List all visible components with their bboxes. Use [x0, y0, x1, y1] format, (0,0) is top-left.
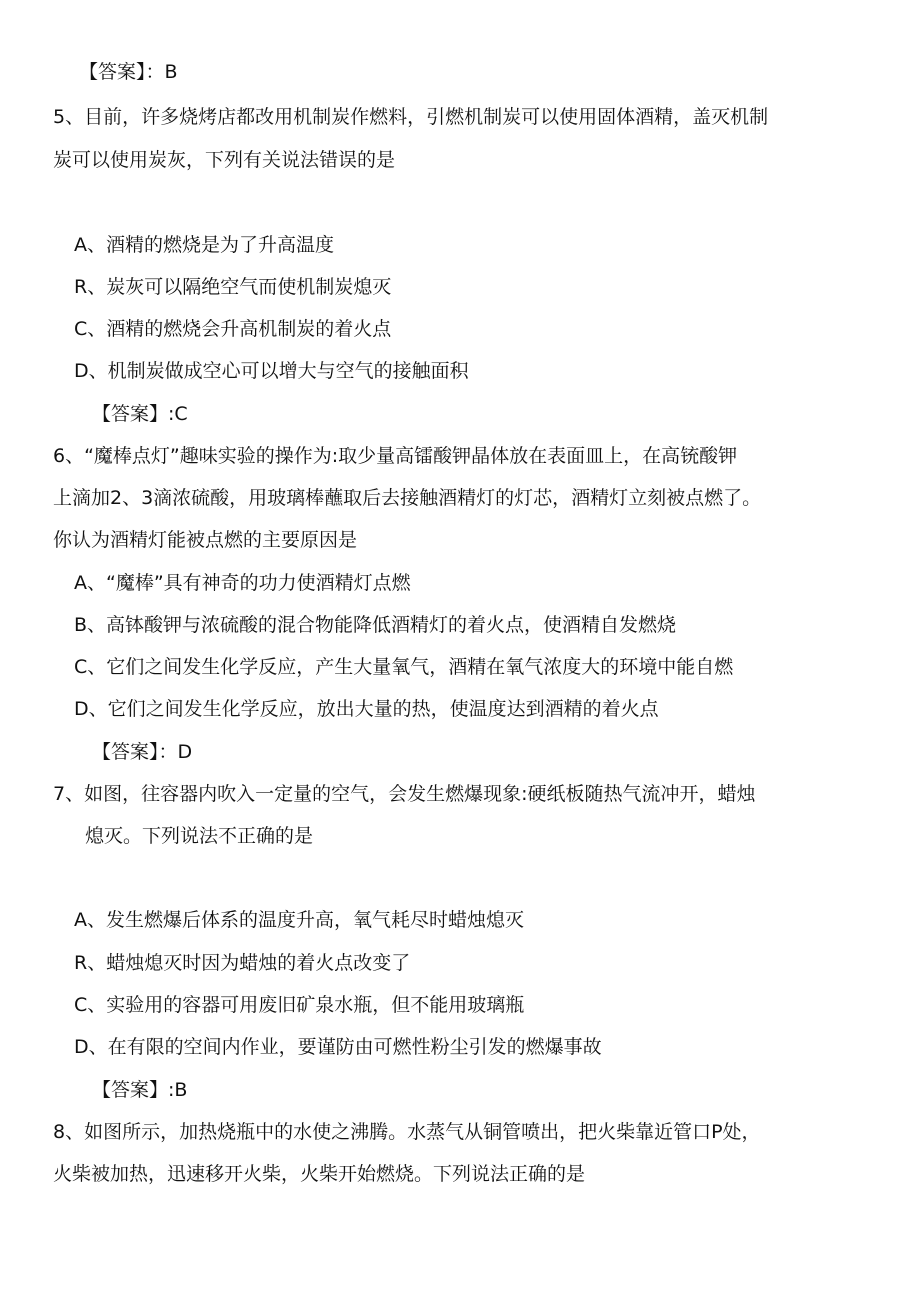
question-6-option-a: A、“魔棒”具有神奇的功力使酒精灯点燃	[74, 572, 411, 594]
question-6-stem-line-1: 6、“魔棒点灯”趣味实验的操作为:取少量高镭酸钾晶体放在表面皿上，在高铳酸钾	[53, 445, 738, 467]
answer-q6: 【答案】：D	[92, 741, 193, 763]
question-6-stem-line-2: 上滴加2、3滴浓硫酸，用玻璃棒蘸取后去接触酒精灯的灯芯，酒精灯立刻被点燃了。	[53, 487, 762, 509]
answer-q4: 【答案】：B	[79, 61, 178, 83]
question-7-stem-line-2: 熄灭。下列说法不正确的是	[85, 825, 314, 847]
question-6-option-d: D、它们之间发生化学反应，放出大量的热，使温度达到酒精的着火点	[74, 698, 659, 720]
question-6-option-b: B、高钵酸钾与浓硫酸的混合物能降低酒精灯的着火点，使酒精自发燃烧	[74, 614, 677, 636]
question-7-option-d: D、在有限的空间内作业，要谨防由可燃性粉尘引发的燃爆事故	[74, 1036, 602, 1058]
question-8-stem-line-2: 火柴被加热，迅速移开火柴，火柴开始燃烧。下列说法正确的是	[53, 1163, 586, 1185]
answer-q7: 【答案】:B	[92, 1079, 188, 1101]
question-5-option-c: C、酒精的燃烧会升高机制炭的着火点	[74, 318, 392, 340]
question-7-option-a: A、发生燃爆后体系的温度升高，氧气耗尽时蜡烛熄灭	[74, 909, 524, 931]
question-5-option-d: D、机制炭做成空心可以增大与空气的接触面积	[74, 360, 469, 382]
question-6-stem-line-3: 你认为酒精灯能被点燃的主要原因是	[53, 529, 358, 551]
question-7-option-b: R、蜡烛熄灭时因为蜡烛的着火点改变了	[74, 952, 411, 974]
question-6-option-c: C、它们之间发生化学反应，产生大量氧气，酒精在氧气浓度大的环境中能自燃	[74, 656, 734, 678]
question-7-option-c: C、实验用的容器可用废旧矿泉水瓶，但不能用玻璃瓶	[74, 994, 525, 1016]
question-5-stem-line-2: 炭可以使用炭灰，下列有关说法错误的是	[53, 149, 396, 171]
question-5-stem-line-1: 5、目前，许多烧烤店都改用机制炭作燃料，引燃机制炭可以使用固体酒精，盖灭机制	[53, 106, 769, 128]
question-5-option-a: A、酒精的燃烧是为了升高温度	[74, 234, 334, 256]
question-8-stem-line-1: 8、如图所示，加热烧瓶中的水使之沸腾。水蒸气从铜管喷出，把火柴靠近管口P处，	[53, 1121, 761, 1143]
question-7-stem-line-1: 7、如图，往容器内吹入一定量的空气，会发生燃爆现象:硬纸板随热气流冲开，蜡烛	[53, 783, 756, 805]
question-5-option-b: R、炭灰可以隔绝空气而使机制炭熄灭	[74, 276, 392, 298]
answer-q5: 【答案】:C	[92, 403, 188, 425]
